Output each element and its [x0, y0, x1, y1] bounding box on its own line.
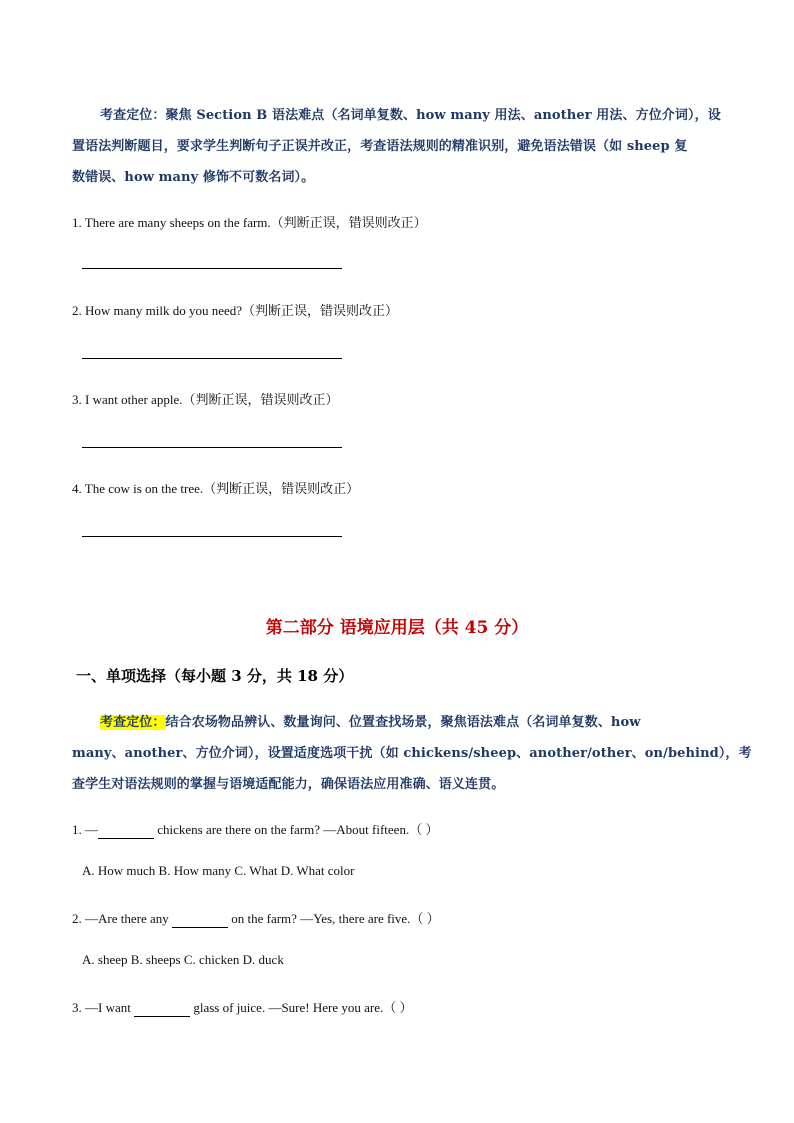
mcq-1-options: A. How much B. How many C. What D. What color [82, 863, 355, 878]
judge-question-4: 4. The cow is on the tree.（判断正误，错误则改正） [72, 481, 360, 496]
mcq-3-suffix: glass of juice. —Sure! Here you are.（ ） [190, 1000, 413, 1015]
mcq-1-prefix: 1. — [72, 822, 98, 837]
mcq-2-prefix: 2. —Are there any [72, 911, 172, 926]
part-2-note-line-1-text: 结合农场物品辨认、数量询问、位置查找场景，聚焦语法难点（名词单复数、how [165, 715, 641, 730]
answer-line-1[interactable] [82, 268, 342, 269]
part-2-note-line-1 [100, 711, 641, 730]
part-2-note-line-3: 查学生对语法规则的掌握与语境适配能力，确保语法应用准确、语义连贯。 [72, 777, 505, 792]
answer-line-3[interactable] [82, 447, 342, 448]
part-2-note-line-2: many、another、方位介词），设置适度选项干扰（如 chickens/sheep、another/other、on/behind），考 [72, 746, 752, 761]
mcq-2-suffix: on the farm? —Yes, there are five.（ ） [228, 911, 440, 926]
answer-line-2[interactable] [82, 358, 342, 359]
mcq-2-blank[interactable] [172, 911, 228, 928]
note-label-highlight: 考查定位： [100, 715, 166, 730]
mcq-question-2 [72, 908, 440, 928]
answer-line-4[interactable] [82, 536, 342, 537]
mcq-3-prefix: 3. —I want [72, 1000, 135, 1015]
judge-question-2: 2. How many milk do you need?（判断正误，错误则改正） [72, 303, 399, 318]
judge-question-1: 1. There are many sheeps on the farm.（判断正误，错误则改正） [72, 215, 427, 230]
mcq-question-1 [72, 819, 438, 839]
judge-question-3: 3. I want other apple.（判断正误，错误则改正） [72, 392, 339, 407]
section-b-note-line-3: 数错误、how many 修饰不可数名词）。 [72, 170, 315, 185]
mcq-3-blank[interactable] [134, 1000, 190, 1017]
section-b-note-line-2: 置语法判断题目，要求学生判断句子正误并改正，考查语法规则的精准识别，避免语法错误（如 sheep 复 [72, 139, 688, 154]
section-b-note-line-1: 考查定位：聚焦 Section B 语法难点（名词单复数、how many 用法、another 用法、方位介词），设 [100, 108, 721, 123]
mcq-1-blank[interactable] [98, 822, 154, 839]
mcq-2-options: A. sheep B. sheeps C. chicken D. duck [82, 952, 284, 967]
part-2-title: 第二部分 语境应用层（共 45 分） [265, 618, 529, 638]
mcq-1-suffix: chickens are there on the farm? —About fifteen.（ ） [154, 822, 439, 837]
mcq-question-3 [72, 997, 413, 1017]
section-1-title: 一、单项选择（每小题 3 分，共 18 分） [76, 667, 354, 685]
